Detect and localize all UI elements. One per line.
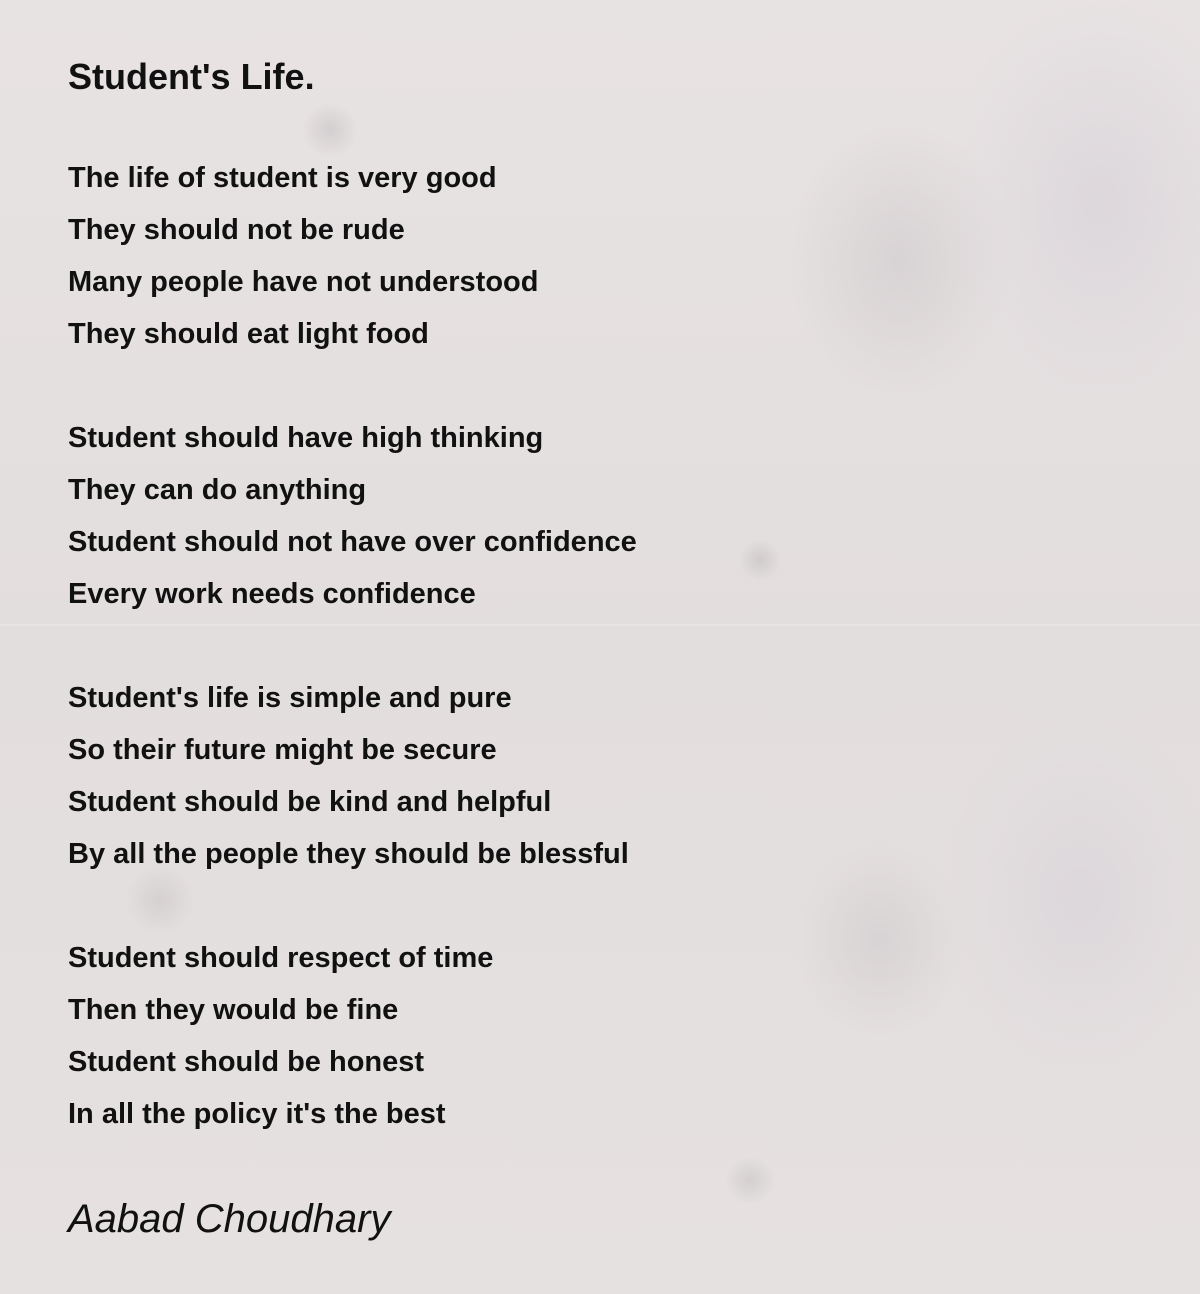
poem-line: Student should have high thinking bbox=[68, 422, 544, 454]
poem-line: By all the people they should be blessful bbox=[68, 838, 629, 870]
poem-line: They can do anything bbox=[68, 474, 367, 506]
poem-line: They should eat light food bbox=[68, 318, 429, 350]
poem-container bbox=[68, 52, 1168, 1192]
poem-line: Student's life is simple and pure bbox=[68, 682, 512, 714]
poem-line: So their future might be secure bbox=[68, 734, 497, 766]
poem-line: The life of student is very good bbox=[68, 162, 497, 194]
poem-line: Student should be honest bbox=[68, 1046, 425, 1078]
stanza-4 bbox=[68, 932, 1168, 1140]
poem-line: Student should not have over confidence bbox=[68, 526, 637, 558]
poem-line: Then they would be fine bbox=[68, 994, 399, 1026]
poem-author: Aabad Choudhary bbox=[68, 1197, 391, 1241]
stanza-3 bbox=[68, 672, 1168, 880]
poem-line: In all the policy it's the best bbox=[68, 1098, 446, 1130]
poem-line: Student should respect of time bbox=[68, 942, 494, 974]
poem-title: Student's Life. bbox=[68, 56, 315, 97]
poem-line: Every work needs confidence bbox=[68, 578, 476, 610]
poem-body bbox=[68, 152, 1168, 1140]
stanza-1 bbox=[68, 152, 1168, 360]
stanza-2 bbox=[68, 412, 1168, 620]
poem-line: They should not be rude bbox=[68, 214, 405, 246]
poem-line: Student should be kind and helpful bbox=[68, 786, 552, 818]
poem-line: Many people have not understood bbox=[68, 266, 539, 298]
